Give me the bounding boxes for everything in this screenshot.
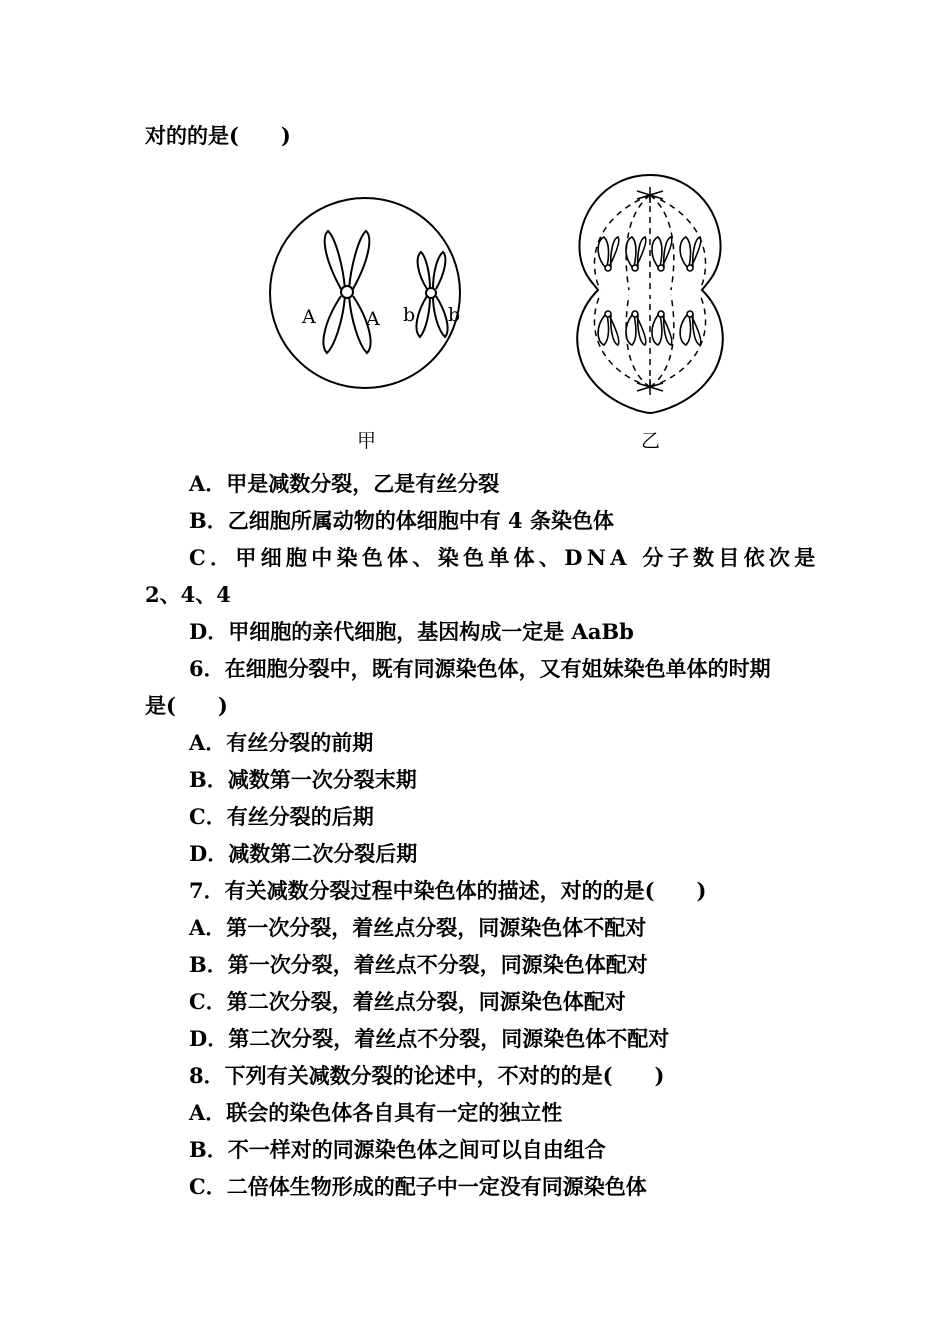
q6-option-b: B．减数第一次分裂末期	[189, 767, 417, 792]
small-chromosome	[416, 252, 447, 337]
q5-option-a: A．甲是减数分裂，乙是有丝分裂	[189, 471, 500, 496]
label-jia: 甲	[357, 430, 377, 452]
q8-option-a: A．联会的染色体各自具有一定的独立性	[189, 1100, 563, 1125]
cell-division-figure	[255, 165, 735, 460]
q5-option-c-line2: 2、4、4	[145, 582, 231, 607]
q5-option-d: D．甲细胞的亲代细胞，基因构成一定是 AaBb	[189, 619, 634, 644]
gene-label-b-right: b	[448, 304, 461, 326]
q6-option-c: C．有丝分裂的后期	[189, 804, 374, 829]
q7-stem: 7．有关减数分裂过程中染色体的描述，对的的是( )	[189, 878, 707, 903]
q6-option-a: A．有丝分裂的前期	[189, 730, 374, 755]
gene-label-A-right: A	[366, 308, 380, 330]
q7-option-b: B．第一次分裂，着丝点不分裂，同源染色体配对	[189, 952, 648, 977]
intro-line: 对的的是( )	[145, 123, 291, 148]
q5-option-b: B．乙细胞所属动物的体细胞中有 4 条染色体	[189, 508, 614, 533]
label-yi: 乙	[641, 430, 661, 452]
gene-label-b-left: b	[403, 304, 416, 326]
large-chromosome	[323, 231, 370, 353]
q6-stem-line2: 是( )	[145, 693, 228, 718]
q6-option-d: D．减数第二次分裂后期	[189, 841, 418, 866]
q8-option-b: B．不一样对的同源染色体之间可以自由组合	[189, 1137, 606, 1162]
q7-option-c: C．第二次分裂，着丝点分裂，同源染色体配对	[189, 989, 626, 1014]
gene-label-A-left: A	[302, 306, 316, 328]
q8-stem: 8．下列有关减数分裂的论述中，不对的的是( )	[189, 1063, 665, 1088]
q6-stem-line1: 6．在细胞分裂中，既有同源染色体，又有姐妹染色单体的时期	[189, 656, 771, 681]
q7-option-d: D．第二次分裂，着丝点不分裂，同源染色体不配对	[189, 1026, 670, 1051]
cell-jia	[270, 198, 460, 388]
spindle-fibers	[594, 195, 705, 387]
q5-option-c-line1: C．甲细胞中染色体、染色单体、DNA 分子数目依次是	[189, 545, 820, 570]
q8-option-c: C．二倍体生物形成的配子中一定没有同源染色体	[189, 1174, 647, 1199]
cell-yi	[577, 175, 723, 413]
q7-option-a: A．第一次分裂，着丝点分裂，同源染色体不配对	[189, 915, 647, 940]
